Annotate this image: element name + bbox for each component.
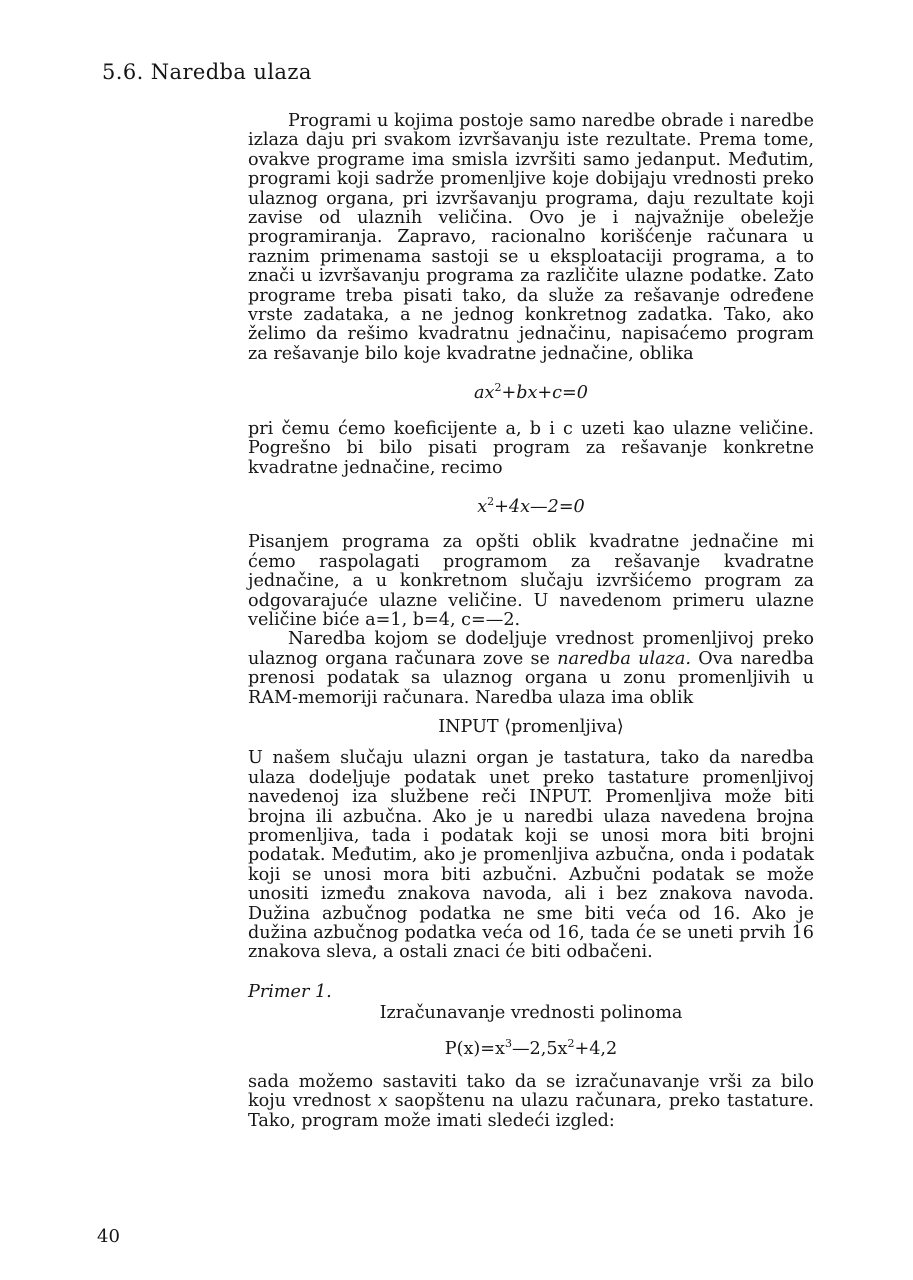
text-span: Ova naredba prenosi podatak sa ulaznog organa u zonu promenljivih u RAM-memoriji računara. Naredba ulaza ima oblik [248, 648, 814, 708]
text-span: saopštenu na ulazu računara, preko tastature. Tako, program može imati sledeći izgled: [248, 1091, 814, 1131]
paragraph-input-statement [248, 630, 814, 708]
page-number: 40 [97, 1226, 120, 1247]
formula-exponent: 2 [494, 381, 502, 395]
formula-exponent: 2 [487, 494, 495, 508]
paragraph-keyboard-input: U našem slučaju ulazni organ je tastatura, tako da naredba ulaza dodeljuje podatak unet preko tastature promenljivoj navedenoj iza službene reči INPUT. Promenljiva može biti brojna ili azbučna. Ako je u naredbi ulaza navedena brojna promenljiva, tada i podatak koji se unosi mora biti brojni podatak. Međutim, ako je promenljiva azbučna, onda i podatak koji se unosi mora biti azbučni. Azbučni podatak se može unositi između znakova navoda, ali i bez znakova navoda. Dužina azbučnog podatka ne sme biti veća od 16. Ako je dužina azbučnog podatka veća od 16, tada će se uneti prvih 16 znakova sleva, a ostali znaci će biti odbačeni. [248, 748, 814, 963]
text-span: sada možemo sastaviti tako da se izračunavanje vrši za bilo koju vrednost [248, 1072, 814, 1112]
formula-part: +4x—2=0 [494, 496, 585, 517]
section-heading: 5.6. Naredba ulaza [102, 60, 312, 84]
poly-part: P(x)=x [444, 1038, 505, 1059]
formula-general-quadratic [248, 378, 814, 403]
formula-part: ax [474, 383, 495, 404]
text-column [248, 112, 814, 1131]
poly-exponent: 2 [567, 1036, 575, 1050]
example-label: Primer 1. [248, 981, 332, 1002]
example-title: Izračunavanje vrednosti polinoma [379, 1003, 683, 1024]
formula-specific-quadratic [248, 492, 814, 517]
poly-part: +4,2 [574, 1038, 618, 1059]
poly-exponent: 3 [504, 1036, 512, 1050]
input-syntax: INPUT ⟨promenljiva⟩ [438, 716, 624, 737]
paragraph-program-intro [248, 1073, 814, 1131]
term-naredba-ulaza: naredba ulaza. [557, 648, 691, 669]
variable-x: x [377, 1091, 388, 1112]
polynomial-formula [248, 1034, 814, 1059]
paragraph-general-form: Pisanjem programa za opšti oblik kvadratne jednačine mi ćemo raspolagati programom za rešavanje kvadratne jednačine, a u konkretnom slučaju izvršićemo program za odgovarajuće ulazne veličine. U navedenom primeru ulazne veličine biće a=1, b=4, c=—2. [248, 532, 814, 630]
formula-part: x [477, 496, 488, 517]
paragraph-intro: Programi u kojima postoje samo naredbe obrade i naredbe izlaza daju pri svakom izvršavanju iste rezultate. Prema tome, ovakve programe ima smisla izvršiti samo jedanput. Međutim, programi koji sadrže promenljive koje dobijaju vrednosti preko ulaznog organa, pri izvršavanju programa, daju rezultate koji zavise od ulaznih veličina. Ovo je i najvažnije obeležje programiranja. Zapravo, racionalno korišćenje računara u raznim primenama sastoji se u eksploataciji programa, a to znači u izvršavanju programa za različite ulazne podatke. Zato programe treba pisati tako, da služe za rešavanje određene vrste zadataka, a ne jednog konkretnog zadatka. Tako, ako želimo da rešimo kvadratnu jednačinu, napisaćemo program za rešavanje bilo koje kvadratne jednačine, oblika [248, 111, 814, 364]
paragraph-coefficients: pri čemu ćemo koeficijente a, b i c uzeti kao ulazne veličine. Pogrešno bi bilo pisati program za rešavanje konkretne kvadratne jednačine, recimo [248, 418, 814, 478]
poly-part: —2,5x [511, 1038, 568, 1059]
formula-part: +bx+c=0 [501, 383, 588, 404]
text-span: Naredba kojom se dodeljuje vrednost promenljivoj preko ulaznog organa računara zove se [248, 629, 814, 669]
